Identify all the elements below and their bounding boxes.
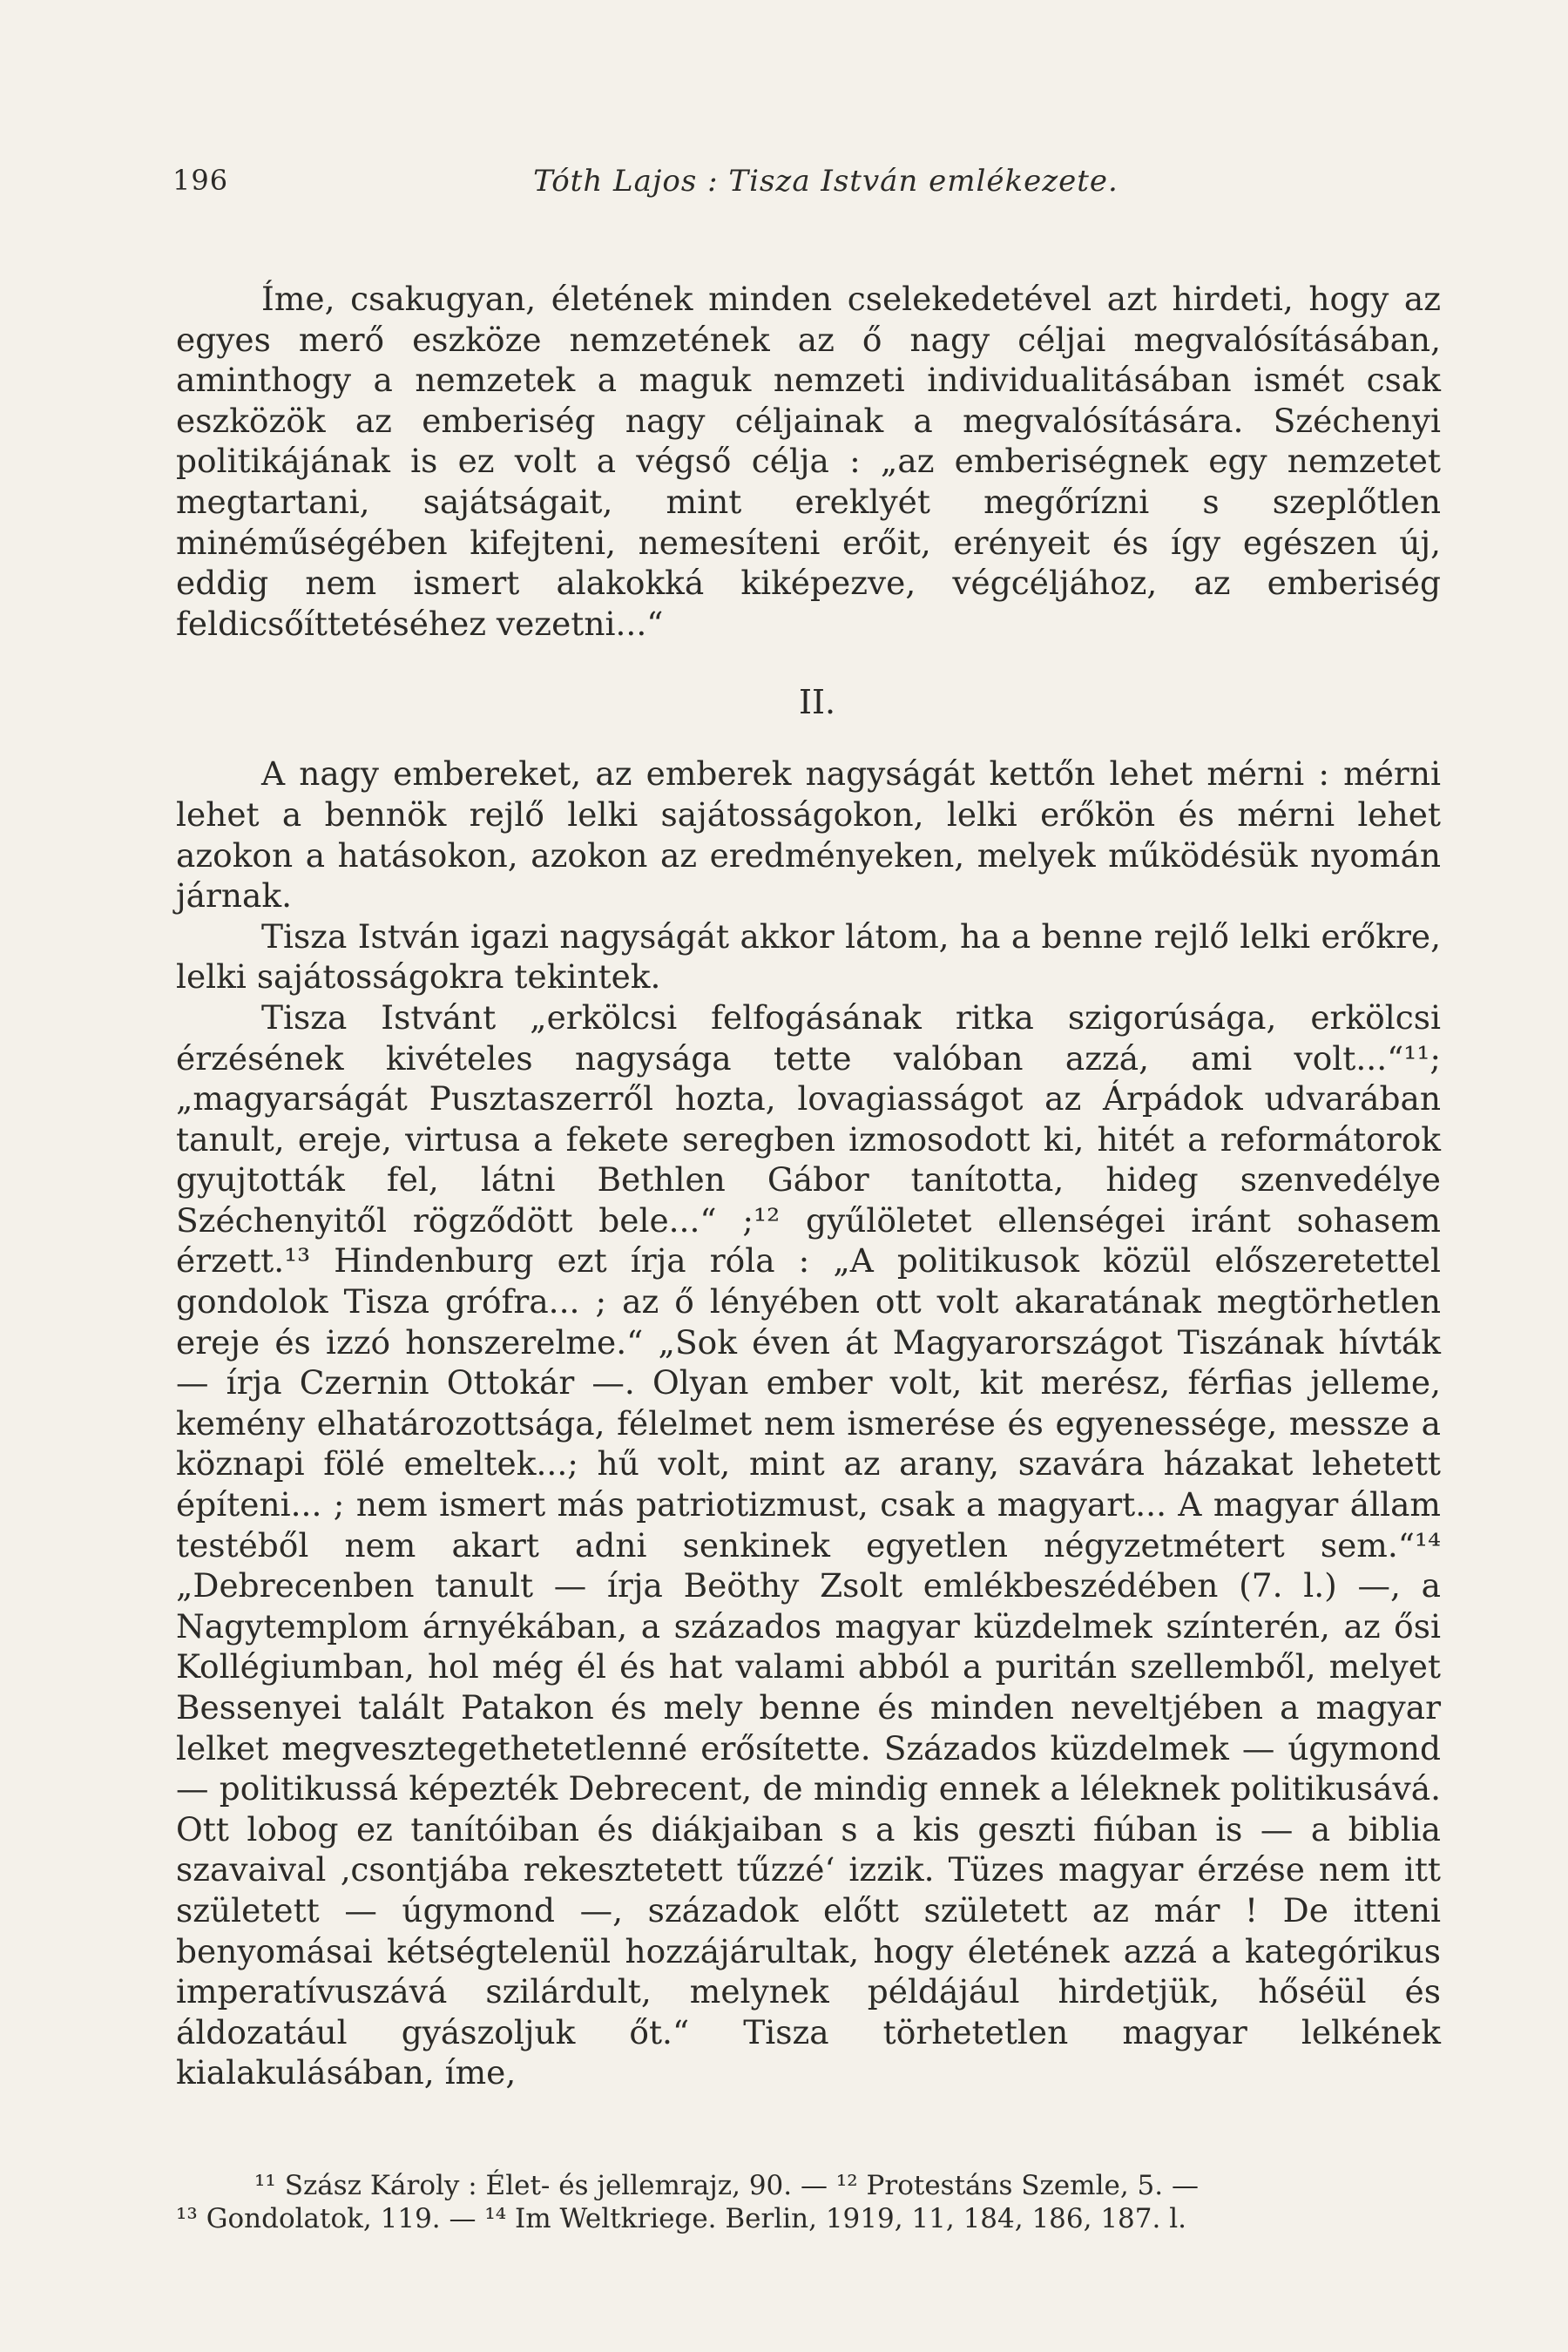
paragraph: Íme, csakugyan, életének minden cselekedetével azt hirdeti, hogy az egyes merő eszköze nemzetének az ő nagy céljai megvalósításában, aminthogy a nemzetek a maguk nemzeti individualitásában ismét csak eszközök az emberiség nagy céljainak a megvalósítására. Széchenyi politikájának is ez volt a végső célja : „az emberiségnek egy nemzetet megtartani, sajátságait, mint ereklyét megőrízni s szeplőtlen minéműségében kifejteni, nemesíteni erőit, erényeit és így egészen új, eddig nem ismert alakokká kiképezve, végcéljához, az emberiség feldicsőíttetéséhez vezetni...“ bbox=[176, 280, 1441, 643]
paragraph: A nagy embereket, az emberek nagyságát kettőn lehet mérni : mérni lehet a bennök rejlő lelki sajátosságokon, lelki erőkön és mérni lehet azokon a hatásokon, azokon az eredményeken, melyek működésük nyomán járnak. bbox=[176, 754, 1441, 916]
page-header bbox=[172, 164, 1444, 216]
running-title: Tóth Lajos : Tisza István emlékezete. bbox=[533, 164, 1119, 199]
paragraph: Tisza Istvánt „erkölcsi felfogásának ritka szigorúsága, erkölcsi érzésének kivételes nagysága tette valóban azzá, ami volt...“¹¹; „magyarságát Pusztaszerről hozta, lovagiasságot az Árpádok udvarában tanult, ereje, virtusa a fekete seregben izmosodott ki, hitét a reformátorok gyujtották fel, látni Bethlen Gábor tanította, hideg szenvedélye Széchenyitől rögződött bele...“ ;¹² gyűlöletet ellenségei iránt sohasem érzett.¹³ Hindenburg ezt írja róla : „A politikusok közül előszeretettel gondolok Tisza grófra... ; az ő lényében ott volt akaratának megtörhetlen ereje és izzó honszerelme.“ „Sok éven át Magyarországot Tiszának hívták — írja Czernin Ottokár —. Olyan ember volt, kit merész, férfias jelleme, kemény elhatározottsága, félelmet nem ismerése és egyenessége, messze a köznapi fölé emeltek...; hű volt, mint az arany, szavára házakat lehetett építeni... ; nem ismert más patriotizmust, csak a magyart... A magyar állam testéből nem akart adni senkinek egyetlen négyzetmétert sem.“¹⁴ „Debrecenben tanult — írja Beöthy Zsolt emlékbeszédében (7. l.) —, a Nagytemplom árnyékában, a százados magyar küzdelmek színterén, az ősi Kollégiumban, hol még él és hat valami abból a puritán szellemből, melyet Bessenyei talált Patakon és mely benne és minden neveltjében a magyar lelket megvesztegethetetlenné erősítette. Százados küzdelmek — úgymond — politikussá képezték Debrecent, de mindig ennek a léleknek politikusává. Ott lobog ez tanítóiban és diákjaiban s a kis geszti fiúban is — a biblia szavaival ‚csontjába rekesztetett tűzzé‘ izzik. Tüzes magyar érzése nem itt született — úgymond —, századok előtt született az már ! De itteni benyomásai kétségtelenül hozzájárultak, hogy életének azzá a kategórikus imperatívuszává szilárdult, melynek példájául hirdetjük, hőséül és áldozatául gyászoljuk őt.“ Tisza törhetetlen magyar lelkének kialakulásában, íme, bbox=[176, 997, 1441, 2092]
footnote-line: ¹³ Gondolatok, 119. — ¹⁴ Im Weltkriege. Berlin, 1919, 11, 184, 186, 187. l. bbox=[176, 2203, 1186, 2234]
paragraph: Tisza István igazi nagyságát akkor látom, ha a benne rejlő lelki erőkre, lelki sajátosságokra tekintek. bbox=[176, 916, 1441, 997]
footnote-line: ¹¹ Szász Károly : Élet- és jellemrajz, 90. — ¹² Protestáns Szemle, 5. — bbox=[254, 2170, 1199, 2201]
body-text bbox=[176, 279, 1441, 2093]
section-heading: II. bbox=[798, 683, 836, 722]
page-number: 196 bbox=[172, 164, 229, 197]
footnotes bbox=[176, 2169, 1441, 2235]
